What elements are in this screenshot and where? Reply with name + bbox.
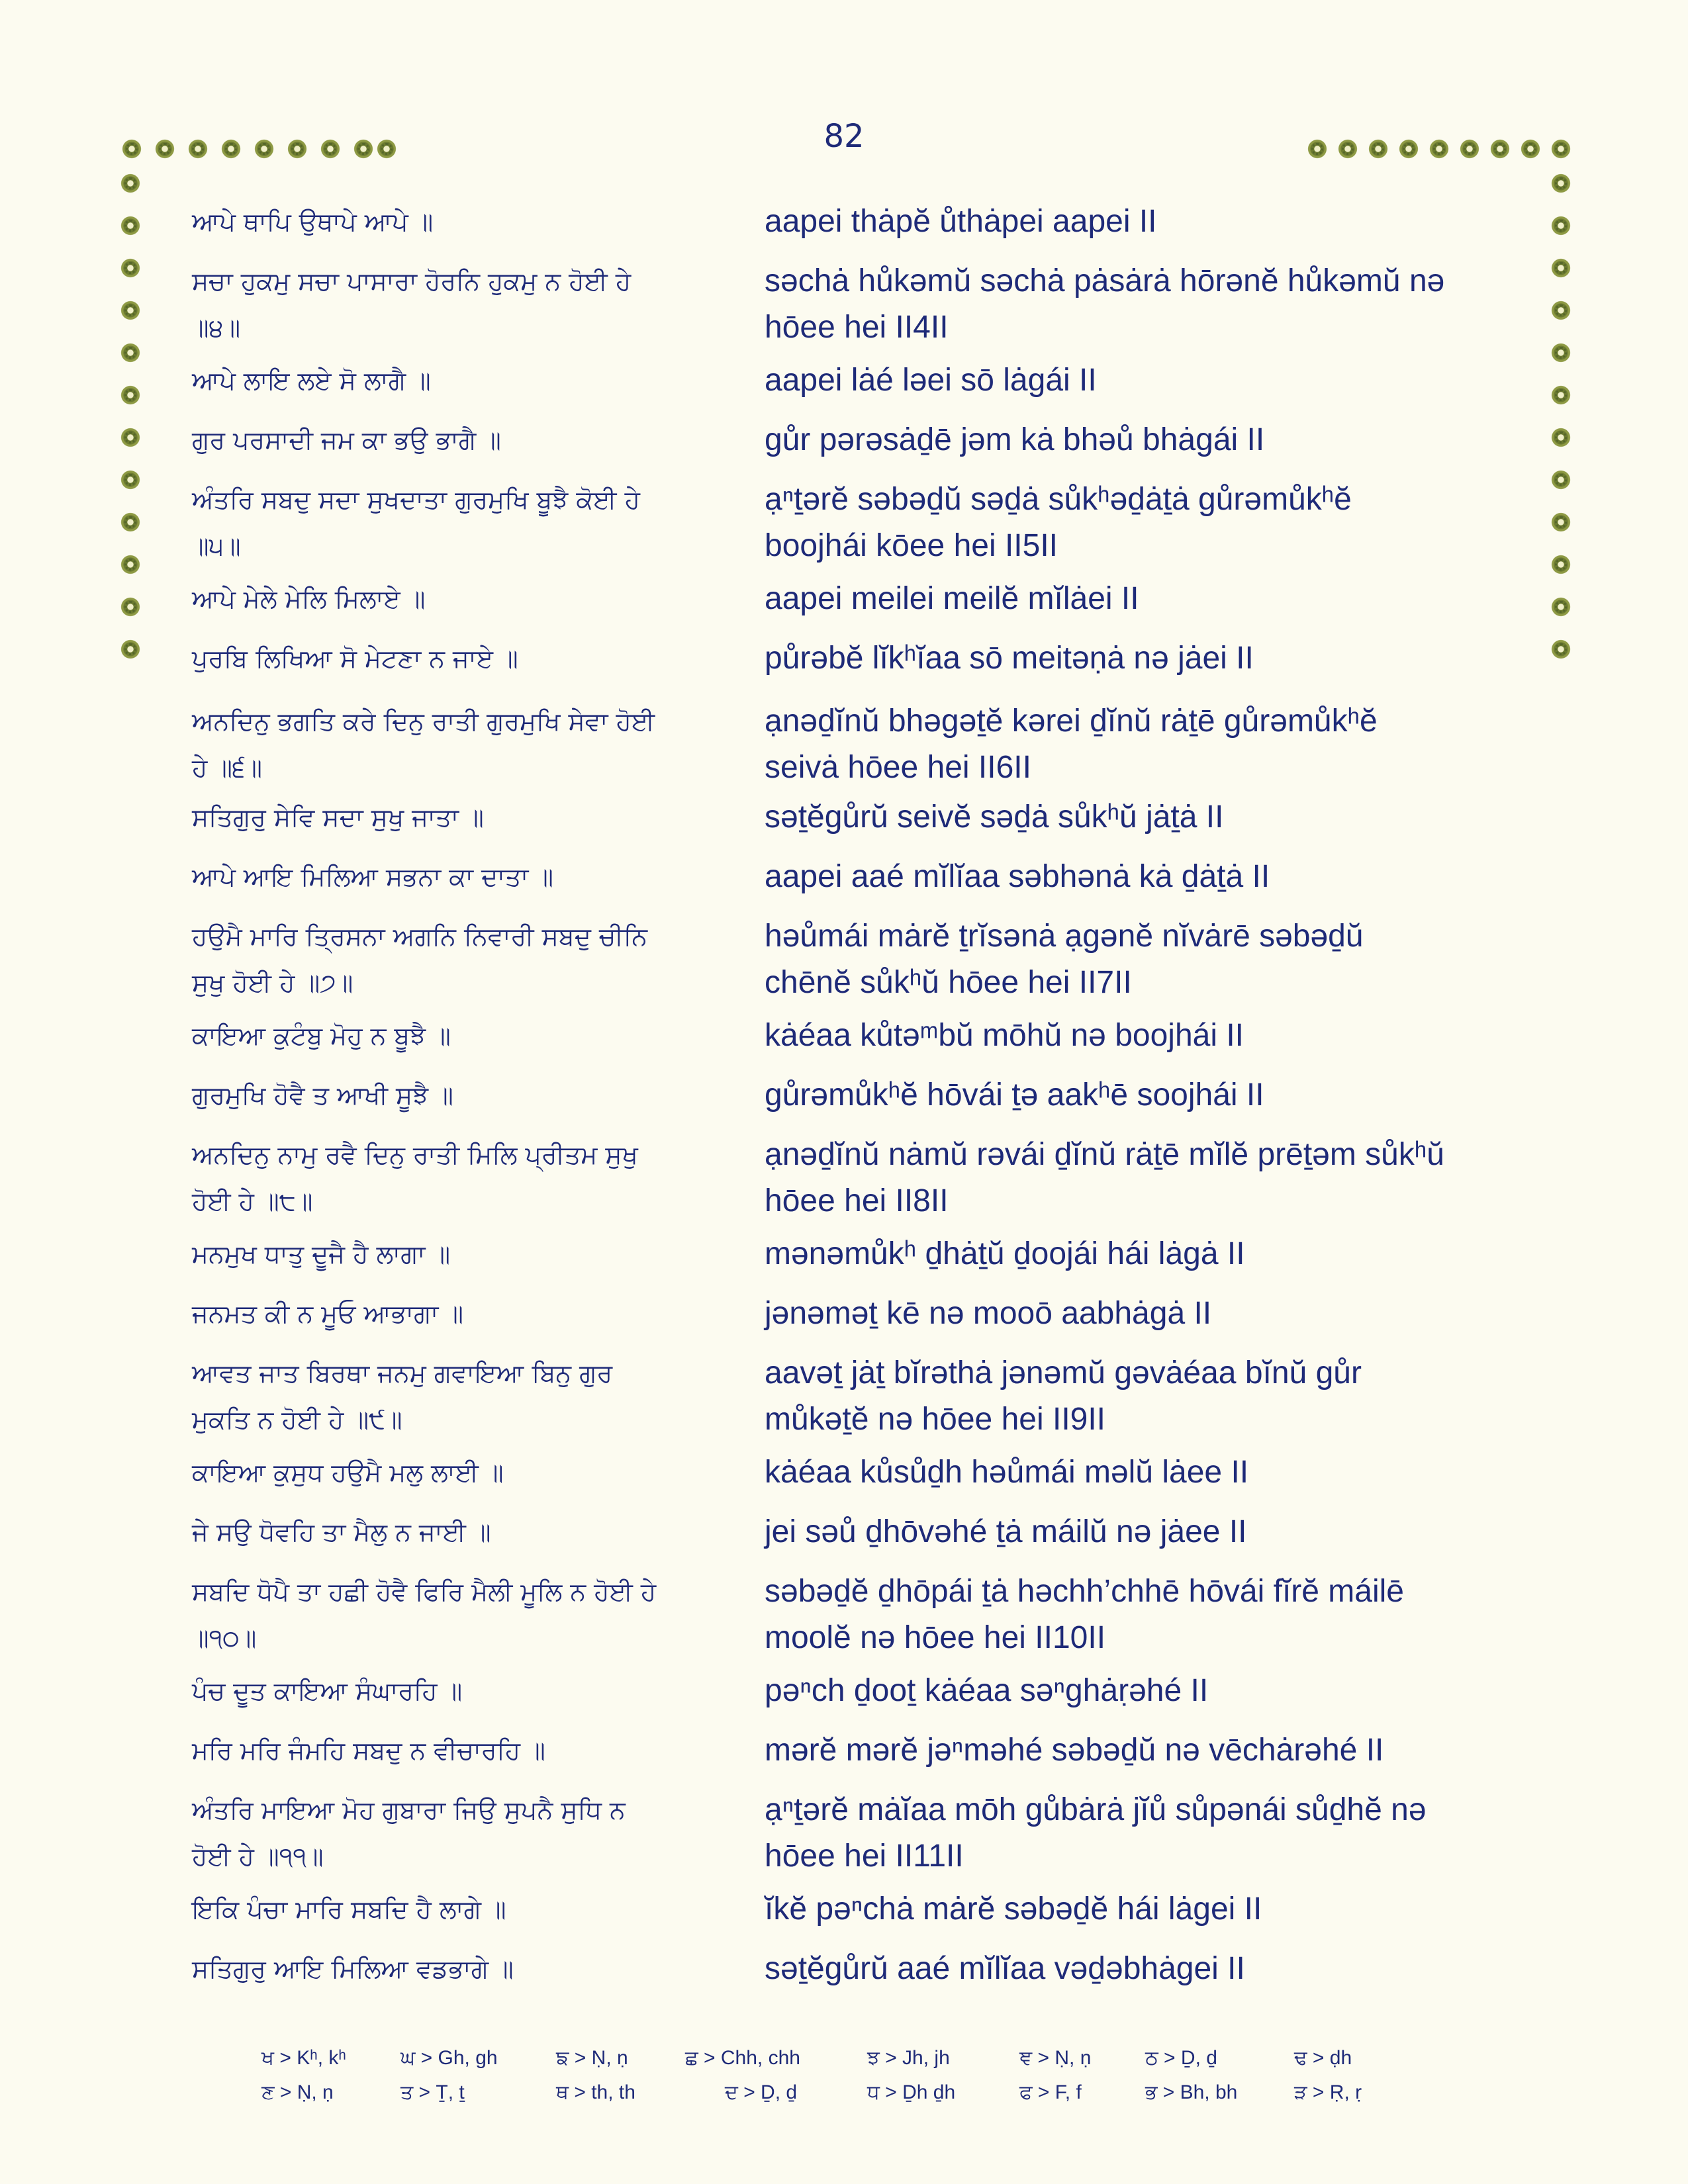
gurmukhi-line: ਸਤਿਗੁਰੁ ਸੇਵਿ ਸਦਾ ਸੁਖੁ ਜਾਤਾ ॥ <box>192 803 484 832</box>
gurmukhi-line: ਅਨਦਿਨੁ ਨਾਮੁ ਰਵੈ ਦਿਨੁ ਰਾਤੀ ਮਿਲਿ ਪ੍ਰੀਤਮ ਸੁਖੁ <box>192 1140 638 1169</box>
transliteration-line: gůrəmůkʰĕ hōvái ṯə aakʰē soojhái II <box>765 1077 1264 1113</box>
gurmukhi-line: ਸਬਦਿ ਧੋਪੈ ਤਾ ਹਛੀ ਹੋਵੈ ਫਿਰਿ ਮੈਲੀ ਮੂਲਿ ਨ ਹੋਈ ਹੇ <box>192 1577 657 1606</box>
transliteration-line: mənəmůkʰ ḏhȧṯŭ ḏoojái hái lȧgȧ II <box>765 1236 1245 1271</box>
gurmukhi-line: ਆਪੇ ਮੇਲੇ ਮੇਲਿ ਮਿਲਾਏ ॥ <box>192 584 426 614</box>
gurmukhi-line: ਇਕਿ ਪੰਚਾ ਮਾਰਿ ਸਬਦਿ ਹੈ ਲਾਗੇ ॥ <box>192 1895 506 1924</box>
gurmukhi-line-continued: ਮੁਕਤਿ ਨ ਹੋਈ ਹੇ ॥੯॥ <box>192 1405 402 1434</box>
gurmukhi-line-continued: ਹੋਈ ਹੇ ॥੧੧॥ <box>192 1842 324 1871</box>
transliteration-line: səbəḏĕ ḏhōpái ṯȧ həchh’chhē hōvái fĭrĕ máilē <box>765 1574 1404 1609</box>
transliteration-line: ạⁿṯərĕ səbəḏŭ səḏȧ sůkʰəḏȧṯȧ gůrəmůkʰĕ <box>765 482 1352 517</box>
gurmukhi-line-continued: ਹੋਈ ਹੇ ॥੮॥ <box>192 1187 313 1216</box>
gurmukhi-line: ਗੁਰਮੁਖਿ ਹੋਵੈ ਤ ਆਖੀ ਸੂਝੈ ॥ <box>192 1081 453 1110</box>
key-entry: ਢ > ḍh <box>1294 2047 1352 2069</box>
transliteration-line: aapei lȧé ləei sō lȧgái II <box>765 363 1097 398</box>
transliteration-line: jənəməṯ kē nə mooō aabhȧgȧ II <box>765 1296 1212 1331</box>
gurmukhi-line-continued: ॥੧੦॥ <box>192 1623 257 1653</box>
gurmukhi-line: ਮਰਿ ਮਰਿ ਜੰਮਹਿ ਸਬਦੁ ਨ ਵੀਚਾਰਹਿ ॥ <box>192 1736 545 1765</box>
gurmukhi-line: ਗੁਰ ਪਰਸਾਦੀ ਜਮ ਕਾ ਭਉ ਭਾਗੈ ॥ <box>192 426 501 455</box>
gurmukhi-line: ਜੇ ਸਉ ਧੋਵਹਿ ਤਾ ਮੈਲੁ ਨ ਜਾਈ ॥ <box>192 1518 491 1547</box>
gurmukhi-line: ਜਨਮਤ ਕੀ ਨ ਮੂਓ ਆਭਾਗਾ ॥ <box>192 1299 464 1328</box>
gurmukhi-line: ਅਨਦਿਨੁ ਭਗਤਿ ਕਰੇ ਦਿਨੁ ਰਾਤੀ ਗੁਰਮੁਖਿ ਸੇਵਾ ਹੋਈ <box>192 707 655 736</box>
transliteration-line: ĭkĕ pəⁿchȧ mȧrĕ səbəḏĕ hái lȧgei II <box>765 1891 1262 1927</box>
transliteration-line-continued: hōee hei II4II <box>765 310 949 345</box>
gurmukhi-line: ਕਾਇਆ ਕੁਟੰਬੁ ਮੋਹੁ ਨ ਬੂਝੈ ॥ <box>192 1021 451 1050</box>
gurmukhi-line: ਹਉਮੈ ਮਾਰਿ ਤ੍ਰਿਸਨਾ ਅਗਨਿ ਨਿਵਾਰੀ ਸਬਦੁ ਚੀਨਿ <box>192 922 647 951</box>
key-entry: ਙ > Ṇ, ṇ <box>556 2047 628 2069</box>
transliteration-line: mərĕ mərĕ jəⁿməhé səbəḏŭ nə vēchȧrəhé II <box>765 1733 1384 1768</box>
transliteration-line: půrəbĕ lĭkʰĭaa sō meitəṇȧ nə jȧei II <box>765 641 1254 676</box>
gurmukhi-line: ਸਚਾ ਹੁਕਮੁ ਸਚਾ ਪਾਸਾਰਾ ਹੋਰਨਿ ਹੁਕਮੁ ਨ ਹੋਈ ਹੇ <box>192 267 632 296</box>
transliteration-line: gůr pərəsȧḏē jəm kȧ bhəů bhȧgái II <box>765 422 1265 457</box>
key-entry: ੜ > Ṛ, ṛ <box>1294 2081 1362 2103</box>
transliteration-line-continued: chēnĕ sůkʰŭ hōee hei II7II <box>765 965 1132 1000</box>
transliteration-line-continued: hōee hei II8II <box>765 1183 949 1218</box>
key-entry: ਞ > Ṇ, ṇ <box>1019 2047 1092 2069</box>
key-entry: ਝ > Jh, jh <box>867 2047 950 2069</box>
transliteration-line-continued: hōee hei II11II <box>765 1839 964 1874</box>
transliteration-line-continued: moolĕ nə hōee hei II10II <box>765 1620 1106 1655</box>
transliteration-line: jei səů ḏhōvəhé ṯȧ máilŭ nə jȧee II <box>765 1514 1247 1549</box>
key-entry: ਣ > Ṇ, ṇ <box>261 2081 334 2103</box>
transliteration-line: həůmái mȧrĕ ṯrĭsənȧ ạgənĕ nĭvȧrē səbəḏŭ <box>765 919 1364 954</box>
gurmukhi-line-continued: ॥੫॥ <box>192 531 241 561</box>
key-entry: ਥ > th, th <box>556 2081 635 2103</box>
key-entry: ਘ > Gh, gh <box>400 2047 498 2069</box>
key-entry: ਦ > Ḏ, ḏ <box>725 2081 798 2103</box>
transliteration-line: aapei meilei meilĕ mĭlȧei II <box>765 581 1139 616</box>
gurmukhi-line: ਅੰਤਰਿ ਮਾਇਆ ਮੋਹ ਗੁਬਾਰਾ ਜਿਉ ਸੁਪਨੈ ਸੁਧਿ ਨ <box>192 1796 626 1825</box>
key-entry: ਧ > Ḏh ḏh <box>867 2081 956 2103</box>
transliteration-line: səṯĕgůrŭ aaé mĭlĭaa vəḏəbhȧgei II <box>765 1951 1245 1986</box>
transliteration-key <box>0 2032 1688 2124</box>
transliteration-line: pəⁿch ḏooṯ kȧéaa səⁿghȧṛəhé II <box>765 1673 1209 1708</box>
gurmukhi-line: ਆਪੇ ਥਾਪਿ ਉਥਾਪੇ ਆਪੇ ॥ <box>192 207 434 236</box>
transliteration-line-continued: seivȧ hōee hei II6II <box>765 750 1031 785</box>
gurmukhi-line-continued: ਹੇ ॥੬॥ <box>192 753 262 782</box>
gurmukhi-line: ਕਾਇਆ ਕੁਸੁਧ ਹਉਮੈ ਮਲੁ ਲਾਈ ॥ <box>192 1458 504 1487</box>
gurmukhi-line: ਪੰਚ ਦੂਤ ਕਾਇਆ ਸੰਘਾਰਹਿ ॥ <box>192 1676 463 1706</box>
transliteration-line-continued: boojhái kōee hei II5II <box>765 528 1058 563</box>
gurmukhi-line: ਆਪੇ ਲਾਇ ਲਏ ਸੋ ਲਾਗੈ ॥ <box>192 366 431 395</box>
transliteration-line: kȧéaa kůtəᵐbŭ mōhŭ nə boojhái II <box>765 1018 1244 1053</box>
gurmukhi-line: ਅੰਤਰਿ ਸਬਦੁ ਸਦਾ ਸੁਖਦਾਤਾ ਗੁਰਮੁਖਿ ਬੂਝੈ ਕੋਈ ਹੇ <box>192 485 640 514</box>
gurmukhi-line: ਪੁਰਬਿ ਲਿਖਿਆ ਸੋ ਮੇਟਣਾ ਨ ਜਾਏ ॥ <box>192 644 518 673</box>
transliteration-line: ạnəḏĭnŭ nȧmŭ rəvái ḏĭnŭ rȧṯē mĭlĕ prēṯəm sůkʰŭ <box>765 1137 1444 1172</box>
transliteration-line-continued: můkəṯĕ nə hōee hei II9II <box>765 1402 1106 1437</box>
gurmukhi-line-continued: ਸੁਖੁ ਹੋਈ ਹੇ ॥੭॥ <box>192 968 353 997</box>
key-entry: ਛ > Chh, chh <box>685 2047 800 2069</box>
gurmukhi-line: ਮਨਮੁਖ ਧਾਤੁ ਦੂਜੈ ਹੈ ਲਾਗਾ ॥ <box>192 1240 451 1269</box>
page-number: 82 <box>823 118 865 155</box>
key-entry: ਭ > Bh, bh <box>1145 2081 1238 2103</box>
transliteration-line: aapei thȧpĕ ůthȧpei aapei II <box>765 204 1157 239</box>
transliteration-line: ạnəḏĭnŭ bhəgəṯĕ kərei ḏĭnŭ rȧṯē gůrəmůkʰĕ <box>765 704 1378 739</box>
gurmukhi-line: ਆਵਤ ਜਾਤ ਬਿਰਥਾ ਜਨਮੁ ਗਵਾਇਆ ਬਿਨੁ ਗੁਰ <box>192 1359 613 1388</box>
transliteration-line: səchȧ hůkəmŭ səchȧ pȧsȧrȧ hōrənĕ hůkəmŭ nə <box>765 263 1445 298</box>
gurmukhi-line: ਆਪੇ ਆਇ ਮਿਲਿਆ ਸਭਨਾ ਕਾ ਦਾਤਾ ॥ <box>192 862 554 891</box>
key-entry: ਫ > F, f <box>1019 2081 1082 2103</box>
key-entry: ਖ > Kʰ, kʰ <box>261 2047 346 2069</box>
transliteration-line: səṯĕgůrŭ seivĕ səḏȧ sůkʰŭ jȧṯȧ II <box>765 799 1224 835</box>
transliteration-line: aavəṯ jȧṯ bĭrəthȧ jənəmŭ gəvȧéaa bĭnŭ gůr <box>765 1355 1362 1390</box>
gurmukhi-line: ਸਤਿਗੁਰੁ ਆਇ ਮਿਲਿਆ ਵਡਭਾਗੇ ॥ <box>192 1954 514 1983</box>
key-entry: ਠ > Ḏ, ḏ <box>1145 2047 1217 2069</box>
transliteration-line: aapei aaé mĭlĭaa səbhənȧ kȧ ḏȧṯȧ II <box>765 859 1270 894</box>
gurmukhi-line-continued: ॥੪॥ <box>192 313 241 342</box>
key-entry: ਤ > Ṯ, ṯ <box>400 2081 465 2103</box>
transliteration-line: kȧéaa kůsůḏh həůmái məlŭ lȧee II <box>765 1455 1249 1490</box>
transliteration-line: ạⁿṯərĕ mȧĭaa mōh gůbȧrȧ jĭů sůpənái sůḏhĕ nə <box>765 1792 1427 1827</box>
